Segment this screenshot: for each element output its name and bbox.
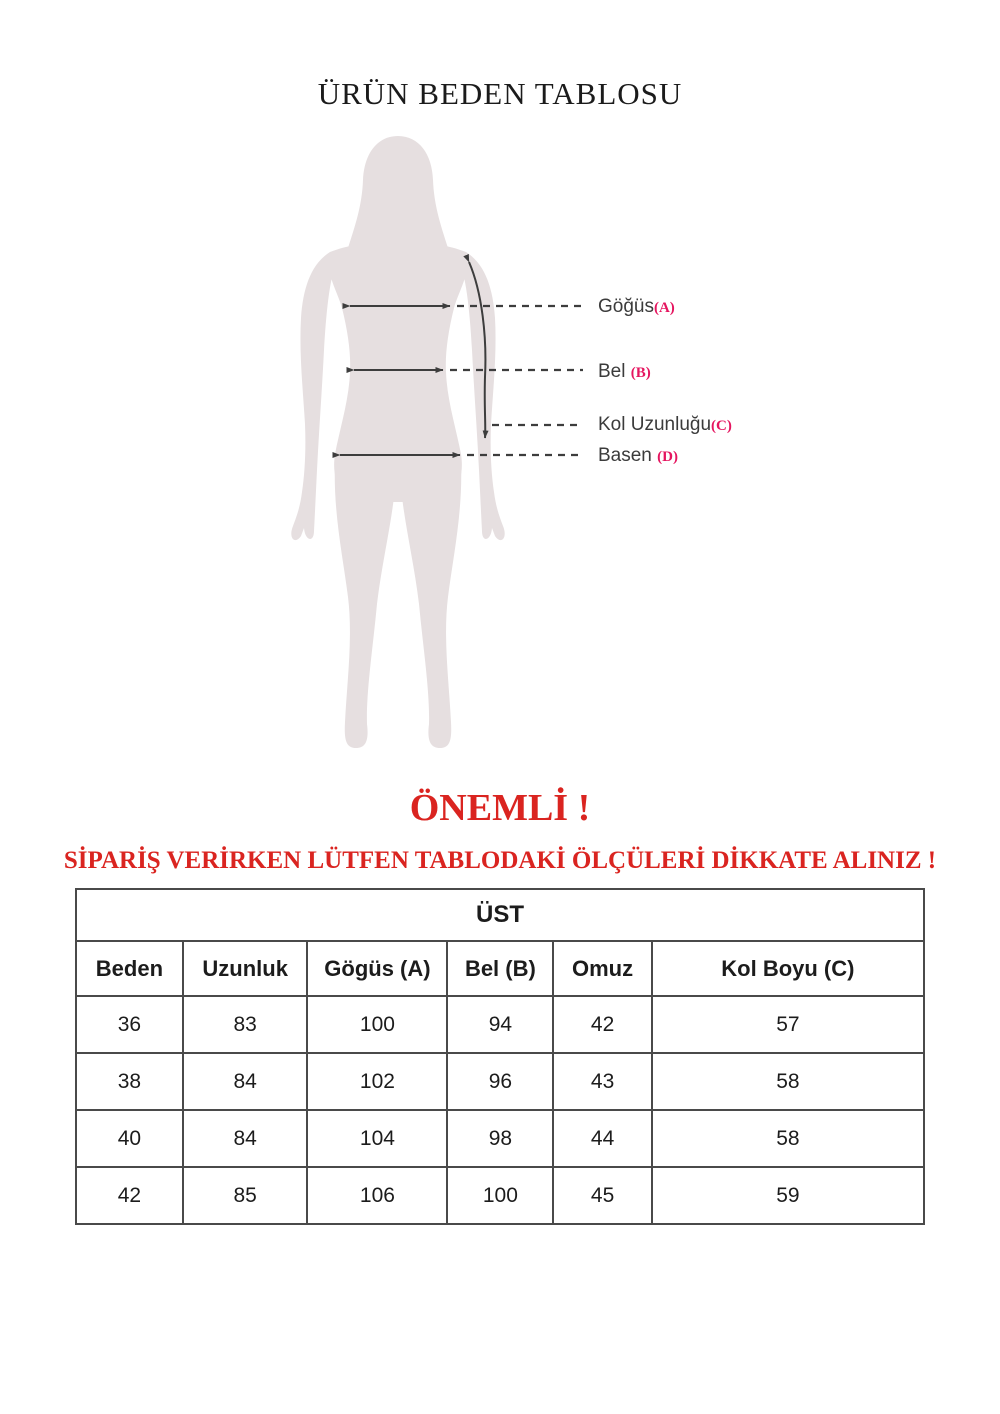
size-table: [75, 888, 925, 1225]
table-cell: 57: [652, 996, 924, 1053]
table-cell: 104: [307, 1110, 447, 1167]
table-group-header: ÜST: [76, 889, 924, 941]
table-cell: 100: [307, 996, 447, 1053]
body-measurement-figure: [285, 132, 590, 755]
table-cell: 83: [183, 996, 308, 1053]
column-header-beden: Beden: [76, 941, 183, 996]
measure-letter-a: (A): [653, 300, 675, 316]
table-cell: 84: [183, 1053, 308, 1110]
table-cell: 85: [183, 1167, 308, 1224]
table-cell: 36: [76, 996, 183, 1053]
column-header-gogus: Gögüs (A): [307, 941, 447, 996]
measure-label-waist-text: Bel: [598, 361, 631, 382]
table-cell: 106: [307, 1167, 447, 1224]
table-cell: 94: [447, 996, 553, 1053]
table-cell: 40: [76, 1110, 183, 1167]
table-cell: 102: [307, 1053, 447, 1110]
measure-label-hip-text: Basen: [598, 445, 658, 466]
table-row: [76, 996, 924, 1053]
table-column-header-row: [76, 941, 924, 996]
table-cell: 45: [553, 1167, 651, 1224]
measure-label-arm-length: [598, 414, 732, 436]
table-cell: 98: [447, 1110, 553, 1167]
measure-letter-d: (D): [657, 449, 678, 465]
female-silhouette-graphic: [285, 132, 590, 755]
table-row: [76, 1053, 924, 1110]
important-heading: ÖNEMLİ !: [409, 787, 591, 829]
table-group-header-row: [76, 889, 924, 941]
table-row: [76, 1167, 924, 1224]
measure-label-chest: [598, 296, 675, 318]
page-title: ÜRÜN BEDEN TABLOSU: [317, 76, 683, 111]
table-cell: 100: [447, 1167, 553, 1224]
column-header-kol-boyu: Kol Boyu (C): [652, 941, 924, 996]
column-header-omuz: Omuz: [553, 941, 651, 996]
table-row: [76, 1110, 924, 1167]
measure-letter-c: (C): [711, 418, 732, 434]
important-subheading: SİPARİŞ VERİRKEN LÜTFEN TABLODAKİ ÖLÇÜLERİ DİKKATE ALINIZ !: [63, 847, 937, 874]
table-cell: 44: [553, 1110, 651, 1167]
table-cell: 96: [447, 1053, 553, 1110]
measure-label-hip: [598, 445, 678, 467]
table-cell: 38: [76, 1053, 183, 1110]
female-silhouette: [291, 136, 504, 748]
column-header-uzunluk: Uzunluk: [183, 941, 308, 996]
table-cell: 59: [652, 1167, 924, 1224]
column-header-bel: Bel (B): [447, 941, 553, 996]
table-cell: 58: [652, 1053, 924, 1110]
table-cell: 43: [553, 1053, 651, 1110]
measure-label-arm-length-text: Kol Uzunluğu: [598, 414, 712, 435]
table-cell: 84: [183, 1110, 308, 1167]
measure-label-waist: [598, 361, 651, 383]
table-cell: 42: [76, 1167, 183, 1224]
measure-label-chest-text: Göğüs: [598, 296, 654, 317]
measure-letter-b: (B): [630, 365, 651, 381]
table-cell: 58: [652, 1110, 924, 1167]
table-cell: 42: [553, 996, 651, 1053]
